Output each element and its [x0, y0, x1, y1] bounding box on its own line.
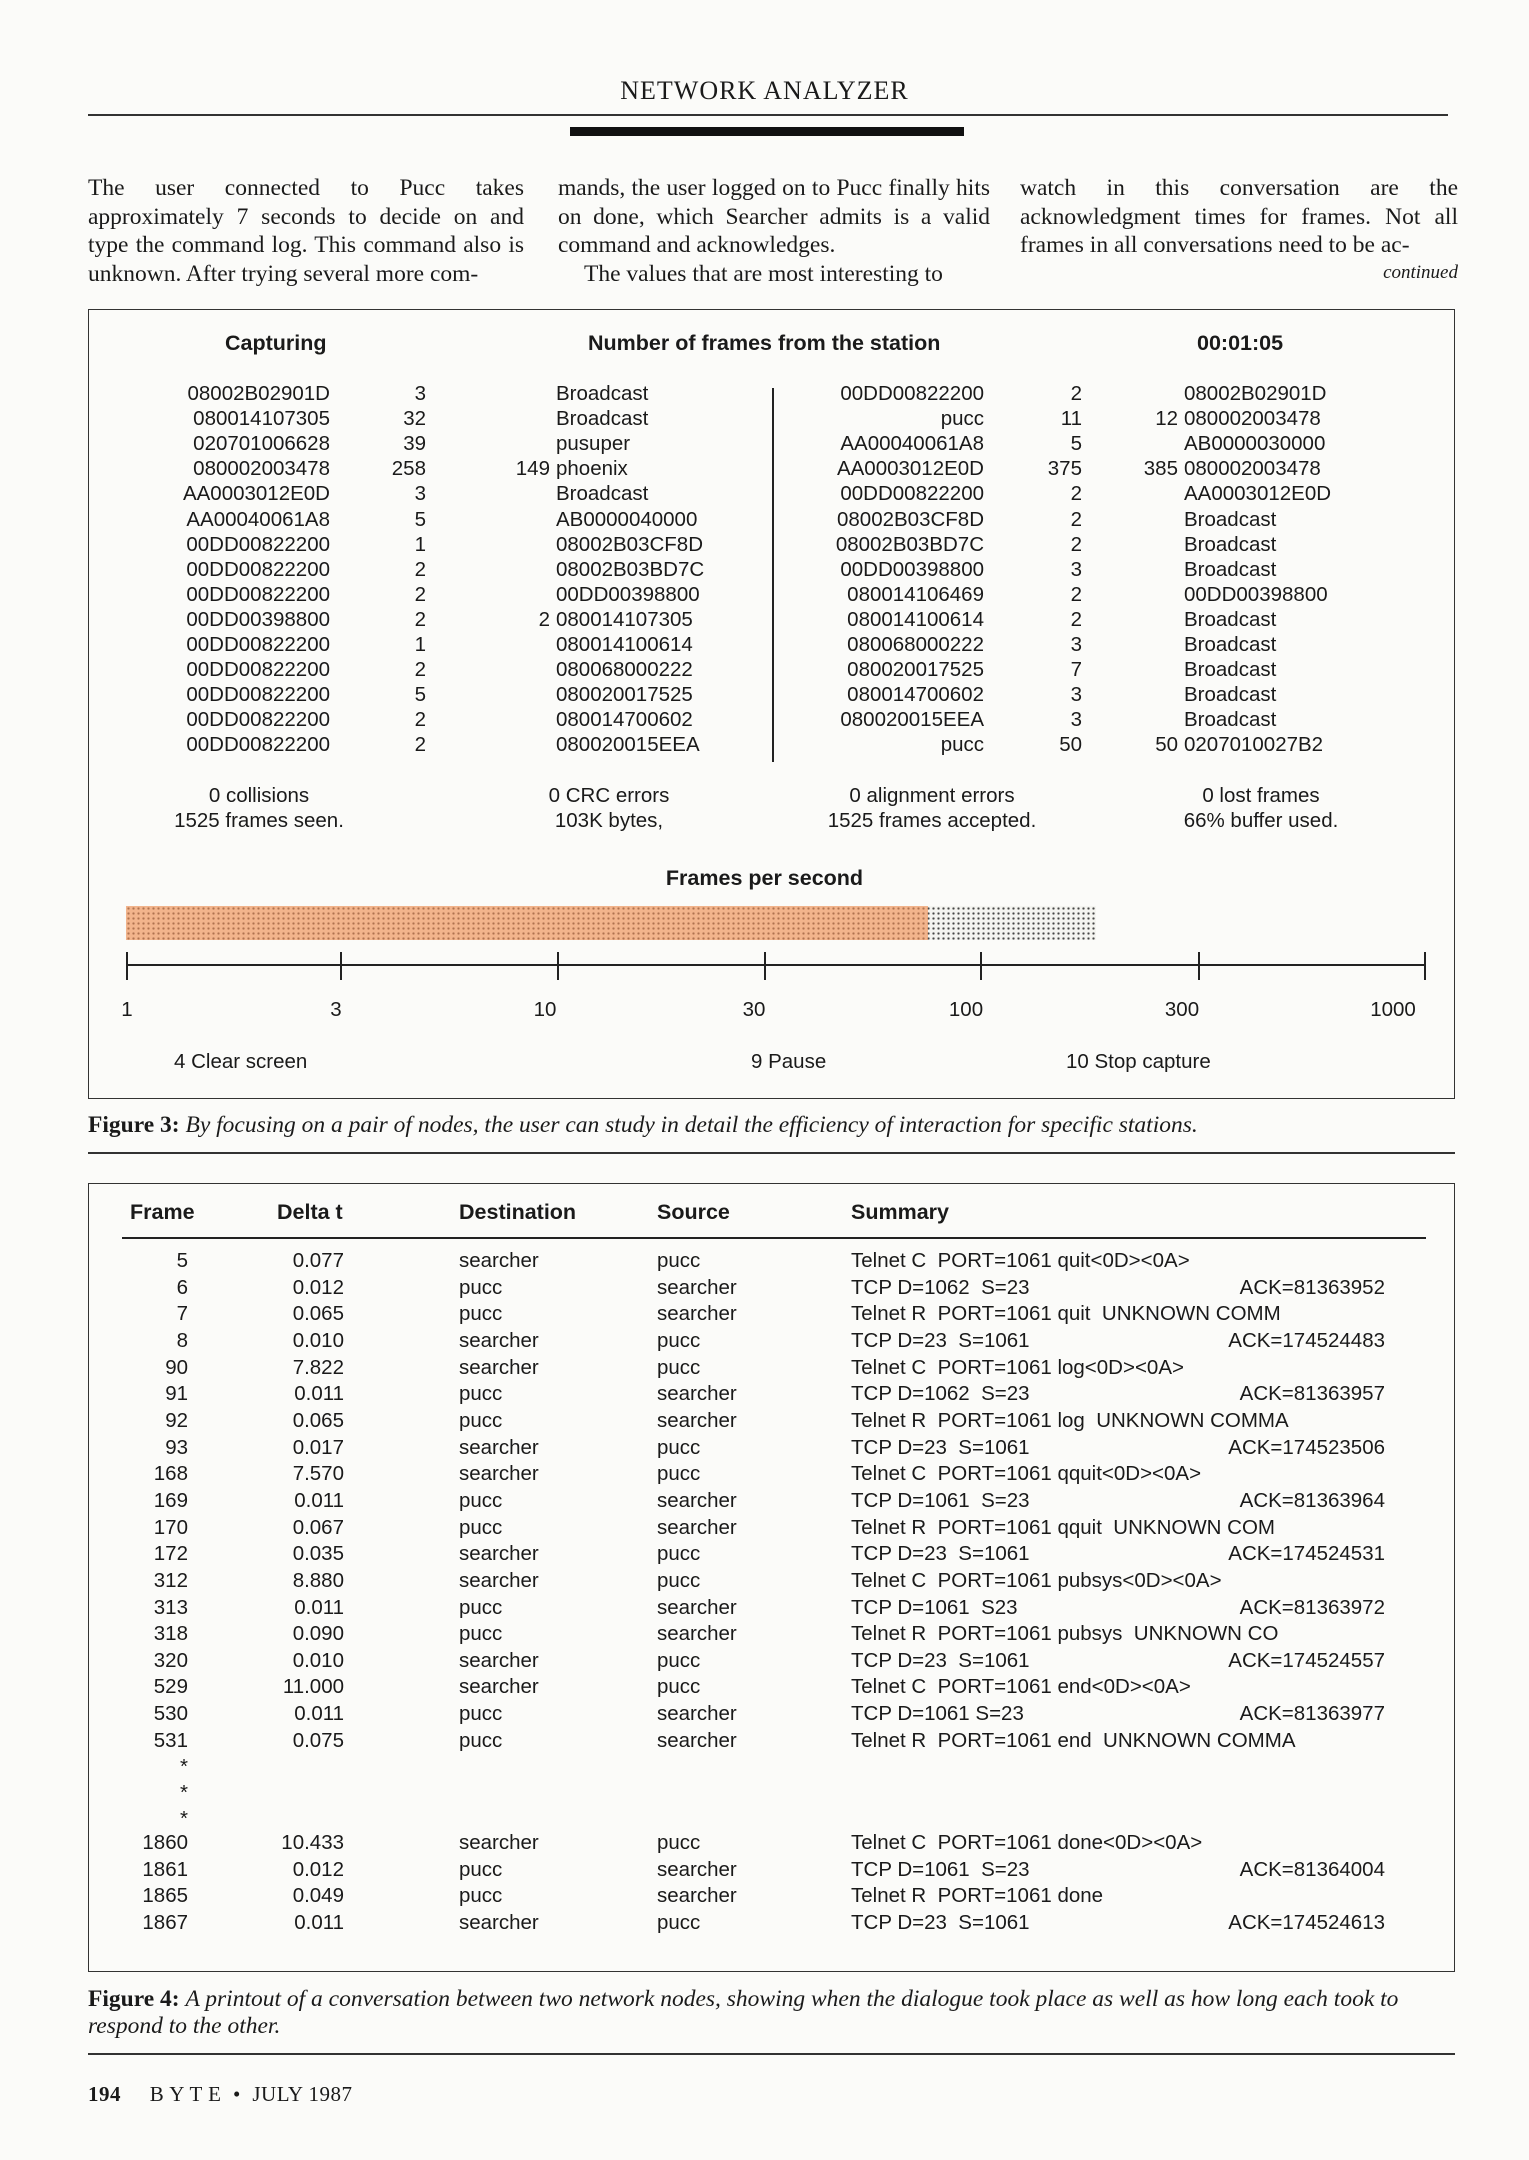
- destination: pucc: [459, 1408, 503, 1432]
- delta-time: 10.433: [281, 1831, 344, 1854]
- frame-number: 313: [153, 1595, 188, 1619]
- frame-count: 12: [1155, 407, 1178, 431]
- source: pucc: [657, 1355, 701, 1379]
- delta-time: 0.090: [292, 1622, 344, 1646]
- station-address: 00DD00822200: [840, 382, 984, 405]
- destination: pucc: [459, 1702, 503, 1725]
- ack-number: ACK=174524531: [1228, 1542, 1385, 1566]
- destination: pucc: [459, 1622, 503, 1646]
- destination: pucc: [459, 1488, 503, 1512]
- destination: searcher: [459, 1675, 539, 1699]
- source: pucc: [657, 1435, 701, 1459]
- summary: Telnet C PORT=1061 done<0D><0A>: [851, 1831, 1203, 1854]
- delta-time: 0.035: [292, 1542, 344, 1566]
- source: searcher: [657, 1382, 737, 1406]
- source: pucc: [657, 1542, 701, 1566]
- destination: pucc: [459, 1382, 503, 1406]
- station-address: 08002B03CF8D: [556, 532, 704, 556]
- summary: Telnet R PORT=1061 quit UNKNOWN COMM: [851, 1302, 1281, 1326]
- axis-tick: [340, 952, 342, 980]
- station-address: AB0000030000: [1184, 432, 1326, 456]
- station-address: Broadcast: [556, 407, 649, 431]
- axis-tick-label: 3: [330, 998, 342, 1021]
- delta-time: 0.011: [294, 1488, 344, 1512]
- axis-tick-label: 1: [121, 998, 133, 1021]
- station-address: 080014107305: [556, 607, 693, 631]
- col-header-summary: Summary: [851, 1200, 949, 1224]
- frame-count: 2: [1070, 607, 1082, 631]
- publication-line: B Y T E • JULY 1987: [149, 2082, 353, 2106]
- delta-time: 0.010: [292, 1648, 344, 1672]
- frame-count: 3: [1070, 557, 1082, 581]
- destination: searcher: [459, 1831, 539, 1854]
- source: searcher: [657, 1488, 737, 1512]
- frame-number: 7: [176, 1302, 188, 1326]
- frame-count: 11: [1060, 407, 1082, 431]
- ack-number: ACK=174524613: [1228, 1911, 1385, 1934]
- frames-heading: Number of frames from the station: [588, 331, 941, 355]
- station-address: 00DD00822200: [840, 482, 984, 506]
- frame-count: 5: [414, 683, 426, 707]
- destination: pucc: [459, 1275, 503, 1299]
- axis-tick: [126, 952, 128, 980]
- station-address: AA0003012E0D: [836, 457, 984, 481]
- summary: Telnet R PORT=1061 end UNKNOWN COMMA: [851, 1728, 1296, 1752]
- station-address: 080020015EEA: [840, 708, 984, 732]
- stat-line: 0 lost frames: [1202, 784, 1320, 807]
- station-address: 00DD00822200: [186, 708, 330, 732]
- frame-count: 2: [1070, 582, 1082, 606]
- ack-number: ACK=81364004: [1239, 1857, 1385, 1881]
- station-address: 080020015EEA: [556, 733, 700, 757]
- destination: searcher: [459, 1462, 539, 1486]
- station-address: 08002B03BD7C: [835, 532, 984, 556]
- figure-4-caption: [88, 1986, 1455, 2040]
- frame-count: 375: [1047, 457, 1082, 481]
- summary: Telnet R PORT=1061 log UNKNOWN COMMA: [851, 1408, 1289, 1432]
- frame-count: 2: [414, 557, 426, 581]
- running-header: NETWORK ANALYZER: [620, 76, 909, 105]
- station-address: pucc: [940, 407, 984, 431]
- summary: TCP D=23 S=1061: [851, 1435, 1030, 1459]
- summary: Telnet C PORT=1061 pubsys<0D><0A>: [851, 1568, 1222, 1592]
- frame-number: 169: [153, 1488, 188, 1512]
- caption-rule: [88, 2053, 1455, 2055]
- source: searcher: [657, 1408, 737, 1432]
- axis-tick: [980, 952, 982, 980]
- elapsed-time: 00:01:05: [1197, 331, 1284, 355]
- col-header-destination: Destination: [459, 1200, 577, 1224]
- frame-number: 93: [165, 1435, 188, 1459]
- station-address: AA00040061A8: [840, 432, 984, 456]
- delta-time: 0.049: [292, 1884, 344, 1908]
- source: pucc: [657, 1462, 701, 1486]
- summary: Telnet C PORT=1061 end<0D><0A>: [851, 1675, 1191, 1699]
- caption-text: A printout of a conversation between two network nodes, showing when the dialogue took place as well as how long each took to respond to the other.: [88, 1986, 1399, 2039]
- frame-count: 2: [1070, 532, 1082, 556]
- ack-number: ACK=81363957: [1239, 1382, 1385, 1406]
- destination: pucc: [459, 1595, 503, 1619]
- station-address: Broadcast: [1184, 532, 1277, 556]
- frame-number: 172: [153, 1542, 188, 1566]
- station-address: 080068000222: [556, 658, 693, 682]
- station-address: 080020017525: [847, 658, 984, 682]
- axis-tick: [1198, 952, 1200, 980]
- destination: searcher: [459, 1329, 539, 1352]
- source: searcher: [657, 1884, 737, 1908]
- delta-time: 0.011: [294, 1595, 344, 1619]
- summary: TCP D=1061 S=23: [851, 1857, 1030, 1881]
- paragraph: watch in this conversation are the acknowledgment times for frames. Not all frames in all conversations need to be ac-: [1020, 175, 1458, 258]
- frame-count: 39: [403, 432, 426, 456]
- frame-number: 8: [176, 1329, 188, 1352]
- frame-number: 90: [165, 1355, 188, 1379]
- station-address: Broadcast: [1184, 507, 1277, 531]
- ack-number: ACK=174524483: [1228, 1329, 1385, 1352]
- frame-count: 1: [414, 532, 426, 556]
- source: searcher: [657, 1515, 737, 1539]
- summary: Telnet R PORT=1061 done: [851, 1884, 1104, 1908]
- page-footer: [88, 2082, 353, 2107]
- frame-number: 1865: [142, 1884, 188, 1908]
- header-bar: [570, 127, 964, 136]
- stat-line: 0 collisions: [208, 784, 310, 807]
- summary: TCP D=1062 S=23: [851, 1382, 1030, 1406]
- ack-number: ACK=81363952: [1239, 1275, 1385, 1299]
- axis-tick: [764, 952, 766, 980]
- ellipsis-mark: *: [180, 1807, 188, 1830]
- station-address: 00DD00822200: [186, 658, 330, 682]
- command-stop-capture[interactable]: 10 Stop capture: [1066, 1050, 1211, 1073]
- caption-label: Figure 4:: [88, 1986, 180, 2012]
- axis-tick-label: 100: [948, 998, 984, 1021]
- station-address: 00DD00822200: [186, 633, 330, 656]
- delta-time: 0.017: [292, 1435, 344, 1459]
- axis-tick-label: 30: [742, 998, 766, 1021]
- ellipsis-mark: *: [180, 1755, 188, 1778]
- frame-count: 2: [1070, 382, 1082, 405]
- delta-time: 0.065: [292, 1408, 344, 1432]
- summary: Telnet R PORT=1061 pubsys UNKNOWN CO: [851, 1622, 1279, 1646]
- frame-count: 3: [414, 382, 426, 405]
- source: pucc: [657, 1249, 701, 1272]
- stat-line: 1525 frames seen.: [174, 809, 344, 832]
- command-clear-screen[interactable]: 4 Clear screen: [174, 1050, 308, 1073]
- frame-count: 2: [414, 607, 426, 631]
- frame-count: 3: [1070, 683, 1082, 707]
- summary: TCP D=1061 S=23: [851, 1702, 1024, 1725]
- summary: TCP D=1061 S=23: [851, 1488, 1030, 1512]
- destination: searcher: [459, 1648, 539, 1672]
- station-address: 00DD00398800: [186, 607, 330, 631]
- delta-time: 0.065: [292, 1302, 344, 1326]
- frame-count: 32: [403, 407, 426, 431]
- station-address: 00DD00822200: [186, 683, 330, 707]
- station-address: 080014700602: [847, 683, 984, 707]
- station-address: 00DD00398800: [556, 582, 700, 606]
- destination: searcher: [459, 1249, 539, 1272]
- station-address: 00DD00822200: [186, 582, 330, 606]
- stat-line: 0 CRC errors: [548, 784, 670, 807]
- station-address: 020701006628: [193, 432, 330, 456]
- col-header-source: Source: [657, 1200, 730, 1224]
- summary: Telnet C PORT=1061 log<0D><0A>: [851, 1355, 1184, 1379]
- fps-axis: [126, 964, 1426, 966]
- station-address: Broadcast: [1184, 607, 1277, 631]
- station-address: 080068000222: [847, 633, 984, 656]
- source: searcher: [657, 1622, 737, 1646]
- station-address: AA00040061A8: [186, 507, 330, 531]
- source: searcher: [657, 1728, 737, 1752]
- frame-number: 529: [153, 1675, 188, 1699]
- body-column-3: [1020, 174, 1458, 286]
- axis-tick-label: 1000: [1370, 998, 1416, 1021]
- fps-bar-fill: [126, 906, 928, 940]
- frame-count: 258: [391, 457, 426, 481]
- station-address: 080014100614: [556, 633, 693, 656]
- destination: pucc: [459, 1728, 503, 1752]
- frame-number: 91: [165, 1382, 188, 1406]
- destination: pucc: [459, 1302, 503, 1326]
- column-divider: [772, 388, 774, 762]
- delta-time: 11.000: [282, 1675, 344, 1699]
- stat-line: 1525 frames accepted.: [827, 809, 1037, 832]
- col-header-delta: Delta t: [277, 1200, 343, 1224]
- fps-label: Frames per second: [665, 866, 864, 890]
- station-address: 08002B02901D: [1184, 382, 1327, 405]
- frame-number: 5: [176, 1249, 188, 1272]
- delta-time: 7.822: [292, 1355, 344, 1379]
- caption-text: By focusing on a pair of nodes, the user can study in detail the efficiency of interaction for specific stations.: [185, 1112, 1198, 1138]
- frame-number: 1860: [142, 1831, 188, 1854]
- frame-number: 1861: [142, 1857, 188, 1881]
- station-address: Broadcast: [556, 482, 649, 506]
- frame-count: 3: [1070, 633, 1082, 656]
- frame-number: 6: [176, 1275, 188, 1299]
- delta-time: 0.067: [292, 1515, 344, 1539]
- axis-tick: [557, 952, 559, 980]
- summary: TCP D=23 S=1061: [851, 1648, 1030, 1672]
- paragraph: mands, the user logged on to Pucc finally hits on done, which Searcher admits is a valid command and acknowledges.: [558, 175, 990, 258]
- delta-time: 8.880: [292, 1568, 344, 1592]
- delta-time: 0.011: [294, 1382, 344, 1406]
- station-address: Broadcast: [1184, 658, 1277, 682]
- station-address: 08002B02901D: [187, 382, 330, 405]
- stat-line: 103K bytes,: [554, 809, 664, 832]
- station-address: 080002003478: [1184, 457, 1321, 481]
- frame-number: 1867: [142, 1911, 188, 1934]
- summary: TCP D=23 S=1061: [851, 1911, 1030, 1934]
- frame-count: 7: [1070, 658, 1082, 682]
- station-address: 080014100614: [847, 607, 984, 631]
- continued-note: continued: [1383, 261, 1458, 283]
- frame-count: 5: [1070, 432, 1082, 456]
- col-header-frame: Frame: [130, 1200, 195, 1224]
- header-rule: [88, 114, 1448, 116]
- frame-number: 92: [165, 1408, 188, 1432]
- frame-count: 50: [1155, 733, 1178, 757]
- summary: Telnet R PORT=1061 qquit UNKNOWN COM: [851, 1515, 1275, 1539]
- station-address: AA0003012E0D: [182, 482, 330, 506]
- ack-number: ACK=174524557: [1228, 1648, 1385, 1672]
- source: pucc: [657, 1568, 701, 1592]
- frame-number: 170: [153, 1515, 188, 1539]
- station-address: 08002B03CF8D: [836, 507, 984, 531]
- source: pucc: [657, 1329, 701, 1352]
- destination: searcher: [459, 1911, 539, 1934]
- destination: searcher: [459, 1355, 539, 1379]
- delta-time: 0.012: [292, 1275, 344, 1299]
- station-address: 080014107305: [193, 407, 330, 431]
- station-address: 00DD00398800: [1184, 582, 1328, 606]
- station-address: Broadcast: [556, 382, 649, 405]
- frame-count: 2: [414, 708, 426, 732]
- station-address: Broadcast: [1184, 557, 1277, 581]
- stat-line: 66% buffer used.: [1183, 809, 1339, 832]
- caption-rule: [88, 1152, 1455, 1154]
- station-address: 080020017525: [556, 683, 693, 707]
- paragraph: The user connected to Pucc takes approximately 7 seconds to decide on and type the command log. This command also is unknown. After trying several more com-: [88, 175, 524, 287]
- station-address: 080002003478: [193, 457, 330, 481]
- frame-count: 50: [1059, 733, 1082, 757]
- delta-time: 0.077: [292, 1249, 344, 1272]
- ellipsis-mark: *: [180, 1781, 188, 1804]
- destination: pucc: [459, 1857, 503, 1881]
- axis-tick-label: 300: [1164, 998, 1200, 1021]
- source: searcher: [657, 1702, 737, 1725]
- station-address: Broadcast: [1184, 633, 1277, 656]
- station-address: phoenix: [556, 457, 628, 481]
- frame-number: 531: [153, 1728, 188, 1752]
- body-column-1: [88, 174, 524, 288]
- ack-number: ACK=81363977: [1239, 1702, 1385, 1725]
- source: pucc: [657, 1911, 701, 1934]
- source: pucc: [657, 1648, 701, 1672]
- station-address: 080014106469: [847, 582, 984, 606]
- source: searcher: [657, 1302, 737, 1326]
- frame-count: 385: [1143, 457, 1178, 481]
- frame-count: 2: [1070, 482, 1082, 506]
- destination: pucc: [459, 1884, 503, 1908]
- delta-time: 0.010: [292, 1329, 344, 1352]
- summary: TCP D=23 S=1061: [851, 1542, 1030, 1566]
- frame-number: 318: [153, 1622, 188, 1646]
- frame-count: 3: [414, 482, 426, 506]
- paragraph: The values that are most interesting to: [584, 260, 943, 287]
- station-address: pusuper: [556, 432, 631, 456]
- capturing-heading: Capturing: [225, 331, 327, 355]
- delta-time: 0.011: [294, 1911, 344, 1934]
- delta-time: 0.012: [292, 1857, 344, 1881]
- page-number: 194: [88, 2082, 121, 2106]
- source: searcher: [657, 1595, 737, 1619]
- station-address: pucc: [940, 733, 984, 757]
- frame-number: 320: [153, 1648, 188, 1672]
- ack-number: ACK=174523506: [1228, 1435, 1385, 1459]
- station-address: 00DD00398800: [840, 557, 984, 581]
- body-column-2: [558, 174, 990, 288]
- station-address: 080014700602: [556, 708, 693, 732]
- frame-count: 1: [414, 633, 426, 656]
- command-pause[interactable]: 9 Pause: [751, 1050, 827, 1073]
- summary: TCP D=1062 S=23: [851, 1275, 1030, 1299]
- destination: searcher: [459, 1542, 539, 1566]
- station-address: AA0003012E0D: [1184, 482, 1332, 506]
- header-rule: [122, 1237, 1426, 1239]
- delta-time: 0.011: [294, 1702, 344, 1725]
- frame-count: 2: [414, 733, 426, 757]
- frame-count: 2: [1070, 507, 1082, 531]
- frame-number: 312: [153, 1568, 188, 1592]
- summary: TCP D=23 S=1061: [851, 1329, 1030, 1352]
- station-address: 00DD00822200: [186, 733, 330, 757]
- frame-count: 2: [538, 607, 550, 631]
- source: pucc: [657, 1675, 701, 1699]
- frame-count: 2: [414, 582, 426, 606]
- source: searcher: [657, 1275, 737, 1299]
- source: pucc: [657, 1831, 701, 1854]
- destination: pucc: [459, 1515, 503, 1539]
- caption-label: Figure 3:: [88, 1112, 180, 1138]
- axis-tick-label: 10: [533, 998, 557, 1021]
- ack-number: ACK=81363972: [1239, 1595, 1385, 1619]
- ack-number: ACK=81363964: [1239, 1488, 1385, 1512]
- figure-3-caption: [88, 1112, 1198, 1139]
- frame-number: 168: [153, 1462, 188, 1486]
- axis-tick: [1424, 952, 1426, 980]
- station-address: 00DD00822200: [186, 557, 330, 581]
- destination: searcher: [459, 1568, 539, 1592]
- frame-count: 149: [515, 457, 550, 481]
- station-address: 00DD00822200: [186, 532, 330, 556]
- station-address: 080002003478: [1184, 407, 1321, 431]
- summary: Telnet C PORT=1061 qquit<0D><0A>: [851, 1462, 1202, 1486]
- station-address: 08002B03BD7C: [556, 557, 705, 581]
- frame-count: 2: [414, 658, 426, 682]
- station-address: Broadcast: [1184, 683, 1277, 707]
- source: searcher: [657, 1857, 737, 1881]
- station-address: Broadcast: [1184, 708, 1277, 732]
- station-address: 0207010027B2: [1184, 733, 1324, 757]
- stat-line: 0 alignment errors: [849, 784, 1015, 807]
- delta-time: 7.570: [292, 1462, 344, 1486]
- frame-number: 530: [153, 1702, 188, 1725]
- summary: Telnet C PORT=1061 quit<0D><0A>: [851, 1249, 1190, 1272]
- delta-time: 0.075: [292, 1728, 344, 1752]
- station-address: AB0000040000: [556, 507, 698, 531]
- destination: searcher: [459, 1435, 539, 1459]
- frame-count: 3: [1070, 708, 1082, 732]
- summary: TCP D=1061 S23: [851, 1595, 1018, 1619]
- frame-count: 5: [414, 507, 426, 531]
